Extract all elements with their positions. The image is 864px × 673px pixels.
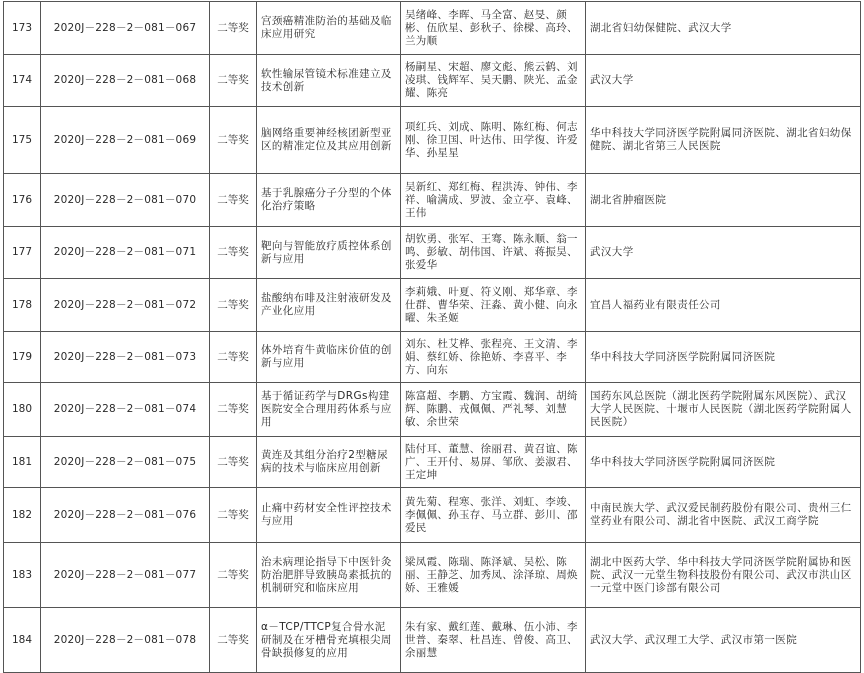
table-row: [4, 332, 861, 383]
project-code: 2020J－228－2－081－074: [41, 383, 210, 437]
main-contributors: 梁凤霞、陈瑞、陈泽斌、吴松、陈丽、王静芝、加秀凤、涂泽琼、周焕娇、王雅媛: [401, 543, 586, 608]
project-code: 2020J－228－2－081－071: [41, 227, 210, 279]
main-contributors: 朱有家、戴红莲、戴琳、伍小沛、李世普、秦翠、杜昌连、曾俊、高卫、余丽慧: [401, 608, 586, 673]
award-grade: 二等奖: [210, 279, 257, 332]
award-grade: 二等奖: [210, 608, 257, 673]
project-title: α－TCP/TTCP复合骨水泥研制及在牙槽骨充填根尖周骨缺损修复的应用: [257, 608, 401, 673]
main-contributors: 胡钦勇、张军、王骞、陈永顺、翁一鸣、彭敏、胡伟国、许斌、蒋振昊、张爱华: [401, 227, 586, 279]
table-row: [4, 437, 861, 488]
main-contributors: 吴绪峰、李晖、马全富、赵旻、颜彬、伍欣星、彭秋子、徐樑、高玲、兰为顺: [401, 2, 586, 55]
award-grade: 二等奖: [210, 227, 257, 279]
main-units: 湖北中医药大学、华中科技大学同济医学院附属协和医院、武汉一元堂生物科技股份有限公司、武汉市洪山区一元堂中医门诊部有限公司: [586, 543, 861, 608]
main-contributors: 杨嗣星、宋超、廖文彪、熊云鹤、刘凌琪、钱辉军、吴天鹏、陕光、孟金耀、陈亮: [401, 55, 586, 107]
main-contributors: 刘东、杜艾桦、张程亮、王文清、李娟、蔡红娇、徐艳娇、李喜平、李方、向东: [401, 332, 586, 383]
award-grade: 二等奖: [210, 437, 257, 488]
row-index: 183: [4, 543, 41, 608]
main-units: 湖北省妇幼保健院、武汉大学: [586, 2, 861, 55]
row-index: 180: [4, 383, 41, 437]
row-index: 178: [4, 279, 41, 332]
project-title: 脑网络重要神经核团新型亚区的精准定位及其应用创新: [257, 107, 401, 174]
row-index: 182: [4, 488, 41, 543]
project-title: 宫颈癌精准防治的基础及临床应用研究: [257, 2, 401, 55]
main-units: 湖北省肿瘤医院: [586, 174, 861, 227]
row-index: 176: [4, 174, 41, 227]
row-index: 175: [4, 107, 41, 174]
main-units: 武汉大学: [586, 227, 861, 279]
project-title: 止痛中药材安全性评控技术与应用: [257, 488, 401, 543]
award-grade: 二等奖: [210, 488, 257, 543]
project-code: 2020J－228－2－081－078: [41, 608, 210, 673]
row-index: 184: [4, 608, 41, 673]
main-contributors: 黄先菊、程寒、张洋、刘虹、李竣、李佩佩、孙玉存、马立群、彭川、邵爱民: [401, 488, 586, 543]
main-units: 华中科技大学同济医学院附属同济医院: [586, 437, 861, 488]
project-code: 2020J－228－2－081－070: [41, 174, 210, 227]
project-title: 治未病理论指导下中医针灸防治肥胖导致胰岛素抵抗的机制研究和临床应用: [257, 543, 401, 608]
project-code: 2020J－228－2－081－068: [41, 55, 210, 107]
main-contributors: 项红兵、刘成、陈明、陈红梅、何志刚、徐卫国、叶达伟、田学復、许爱华、孙星星: [401, 107, 586, 174]
main-contributors: 陆付耳、董慧、徐丽君、黄召谊、陈广、王开付、易屏、邹欣、姜淑君、王定坤: [401, 437, 586, 488]
project-title: 体外培育牛黄临床价值的创新与应用: [257, 332, 401, 383]
project-code: 2020J－228－2－081－077: [41, 543, 210, 608]
award-grade: 二等奖: [210, 107, 257, 174]
row-index: 177: [4, 227, 41, 279]
award-grade: 二等奖: [210, 2, 257, 55]
main-units: 华中科技大学同济医学院附属同济医院、湖北省妇幼保健院、湖北省第三人民医院: [586, 107, 861, 174]
row-index: 181: [4, 437, 41, 488]
main-units: 武汉大学、武汉理工大学、武汉市第一医院: [586, 608, 861, 673]
table-row: [4, 2, 861, 55]
table-row: [4, 488, 861, 543]
awards-table: [3, 1, 861, 673]
project-code: 2020J－228－2－081－075: [41, 437, 210, 488]
main-units: 宜昌人福药业有限责任公司: [586, 279, 861, 332]
main-units: 国药东风总医院（湖北医药学院附属东风医院）、武汉大学人民医院、十堰市人民医院（湖北医药学院附属人民医院）: [586, 383, 861, 437]
row-index: 179: [4, 332, 41, 383]
project-title: 软性输尿管镜术标准建立及技术创新: [257, 55, 401, 107]
table-row: [4, 608, 861, 673]
table-row: [4, 55, 861, 107]
main-contributors: 陈富超、李鹏、方宝霞、魏润、胡绮辉、陈鹏、戎佩佩、严礼琴、刘慧敏、余世荣: [401, 383, 586, 437]
award-grade: 二等奖: [210, 174, 257, 227]
project-code: 2020J－228－2－081－067: [41, 2, 210, 55]
award-grade: 二等奖: [210, 55, 257, 107]
project-title: 基于循证药学与DRGs构建医院安全合理用药体系与应用: [257, 383, 401, 437]
main-units: 华中科技大学同济医学院附属同济医院: [586, 332, 861, 383]
project-title: 基于乳腺癌分子分型的个体化治疗策略: [257, 174, 401, 227]
table-row: [4, 227, 861, 279]
table-row: [4, 543, 861, 608]
project-code: 2020J－228－2－081－076: [41, 488, 210, 543]
row-index: 173: [4, 2, 41, 55]
main-contributors: 吴新红、郑红梅、程洪涛、钟伟、李祥、喻满成、罗波、金立亭、袁峰、王伟: [401, 174, 586, 227]
award-grade: 二等奖: [210, 543, 257, 608]
project-title: 盐酸纳布啡及注射液研发及产业化应用: [257, 279, 401, 332]
project-title: 靶向与智能放疗质控体系创新与应用: [257, 227, 401, 279]
project-title: 黄连及其组分治疗2型糖尿病的技术与临床应用创新: [257, 437, 401, 488]
award-grade: 二等奖: [210, 332, 257, 383]
table-row: [4, 107, 861, 174]
main-contributors: 李莉娥、叶夏、符义刚、郑华章、李仕群、曹华荣、汪淼、黄小健、向永曜、朱圣姬: [401, 279, 586, 332]
table-row: [4, 383, 861, 437]
project-code: 2020J－228－2－081－069: [41, 107, 210, 174]
main-units: 武汉大学: [586, 55, 861, 107]
table-row: [4, 174, 861, 227]
project-code: 2020J－228－2－081－073: [41, 332, 210, 383]
table-row: [4, 279, 861, 332]
project-code: 2020J－228－2－081－072: [41, 279, 210, 332]
main-units: 中南民族大学、武汉爱民制药股份有限公司、贵州三仁堂药业有限公司、湖北省中医院、武汉工商学院: [586, 488, 861, 543]
award-grade: 二等奖: [210, 383, 257, 437]
row-index: 174: [4, 55, 41, 107]
